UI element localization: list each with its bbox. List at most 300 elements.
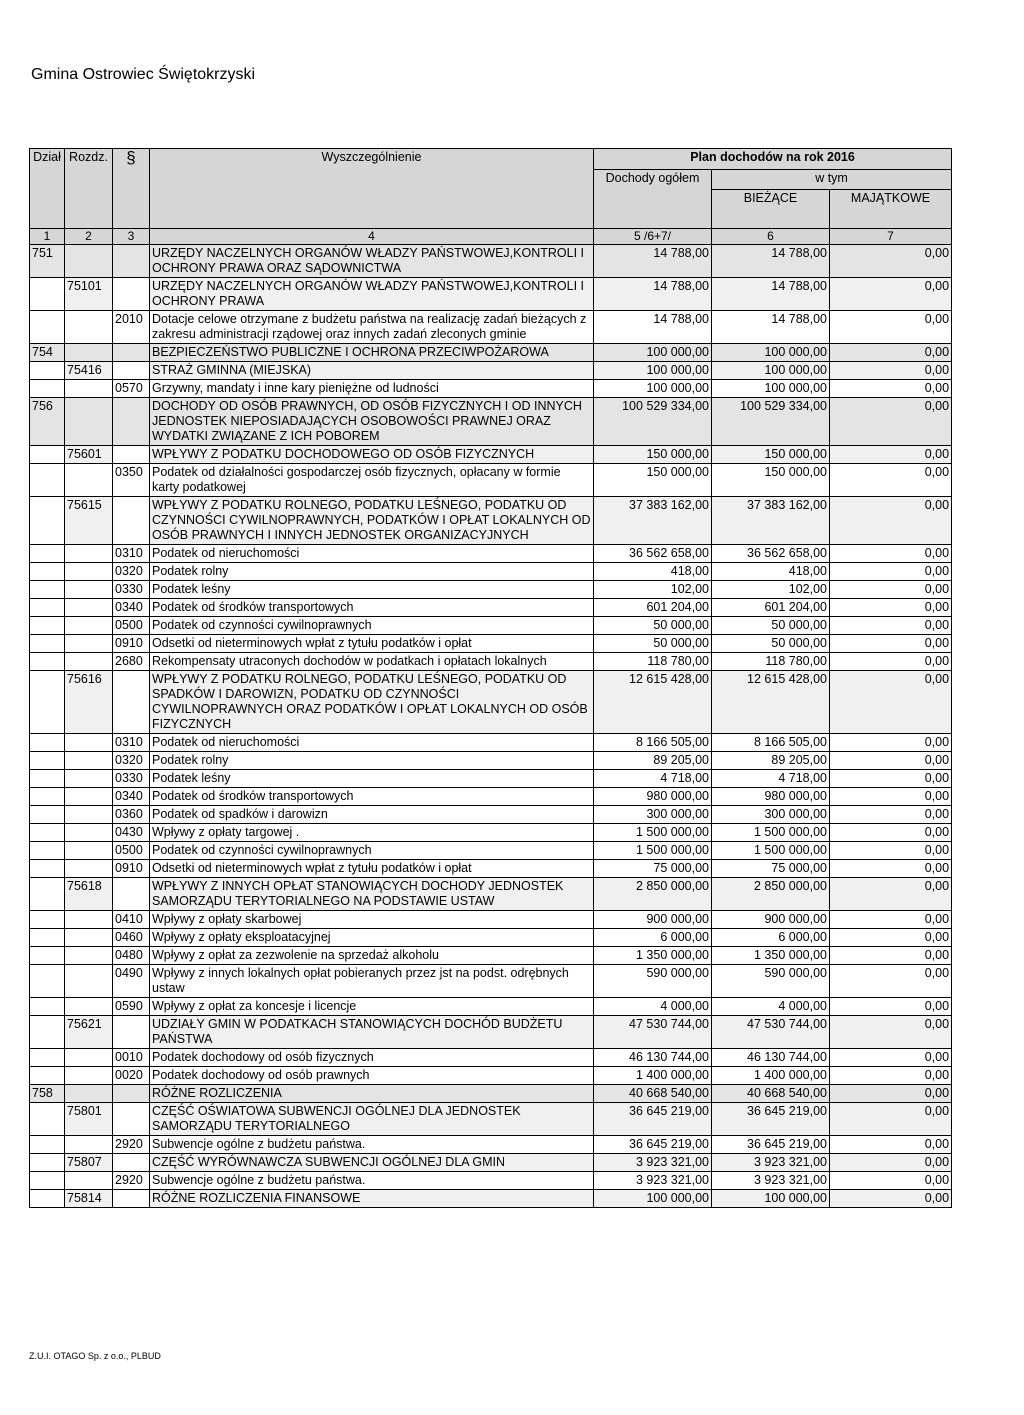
amount-current-cell: 590 000,00 [712,965,830,998]
paragraph-cell: 0480 [113,947,150,965]
rozdzial-cell [65,1136,113,1154]
amount-total-cell: 300 000,00 [594,806,712,824]
rozdzial-row [30,362,952,380]
dzial-cell [30,362,65,380]
paragraph-cell: 0310 [113,734,150,752]
amount-capital-cell: 0,00 [830,599,952,617]
description-cell: Podatek od działalności gospodarczej osób fizycznych, opłacany w formie karty podatkowej [150,464,594,497]
paragraph-cell [113,245,150,278]
rozdzial-cell [65,563,113,581]
amount-current-cell: 150 000,00 [712,446,830,464]
dzial-cell [30,998,65,1016]
paragraph-cell [113,362,150,380]
column-number: 7 [830,229,952,245]
amount-total-cell: 2 850 000,00 [594,878,712,911]
dzial-cell [30,1067,65,1085]
paragraph-cell: 0310 [113,545,150,563]
paragraph-cell: 0320 [113,563,150,581]
amount-total-cell: 36 645 219,00 [594,1103,712,1136]
amount-total-cell: 3 923 321,00 [594,1172,712,1190]
dzial-cell: 751 [30,245,65,278]
description-cell: Wpływy z opłaty skarbowej [150,911,594,929]
paragraph-row [30,1136,952,1154]
rozdzial-cell: 75615 [65,497,113,545]
amount-total-cell: 50 000,00 [594,617,712,635]
dzial-cell: 754 [30,344,65,362]
page-title: Gmina Ostrowiec Świętokrzyski [31,66,256,83]
description-cell: Odsetki od nieterminowych wpłat z tytułu podatków i opłat [150,635,594,653]
amount-capital-cell: 0,00 [830,497,952,545]
description-cell: URZĘDY NACZELNYCH ORGANÓW WŁADZY PAŃSTWOWEJ,KONTROLI I OCHRONY PRAWA ORAZ SĄDOWNICTWA [150,245,594,278]
amount-current-cell: 2 850 000,00 [712,878,830,911]
amount-total-cell: 100 529 334,00 [594,398,712,446]
paragraph-cell [113,446,150,464]
rozdzial-row [30,446,952,464]
paragraph-row [30,911,952,929]
rozdzial-cell [65,464,113,497]
amount-capital-cell: 0,00 [830,617,952,635]
amount-capital-cell: 0,00 [830,464,952,497]
dzial-cell [30,878,65,911]
description-cell: CZĘŚĆ WYRÓWNAWCZA SUBWENCJI OGÓLNEJ DLA GMIN [150,1154,594,1172]
paragraph-cell: 2010 [113,311,150,344]
rozdzial-row [30,1016,952,1049]
paragraph-row [30,860,952,878]
amount-current-cell: 3 923 321,00 [712,1154,830,1172]
paragraph-cell: 2920 [113,1136,150,1154]
paragraph-cell: 2680 [113,653,150,671]
amount-current-cell: 100 000,00 [712,1190,830,1208]
description-cell: Podatek dochodowy od osób prawnych [150,1067,594,1085]
amount-total-cell: 1 500 000,00 [594,842,712,860]
paragraph-row [30,1049,952,1067]
amount-total-cell: 4 718,00 [594,770,712,788]
description-cell: Podatek leśny [150,581,594,599]
rozdzial-cell [65,860,113,878]
dzial-row [30,245,952,278]
rozdzial-cell: 75618 [65,878,113,911]
amount-capital-cell: 0,00 [830,1049,952,1067]
amount-total-cell: 4 000,00 [594,998,712,1016]
dzial-cell [30,911,65,929]
dzial-cell [30,617,65,635]
amount-current-cell: 1 400 000,00 [712,1067,830,1085]
dzial-cell [30,860,65,878]
paragraph-row [30,965,952,998]
dzial-cell [30,1172,65,1190]
amount-current-cell: 75 000,00 [712,860,830,878]
amount-current-cell: 14 788,00 [712,311,830,344]
dzial-cell [30,929,65,947]
amount-current-cell: 3 923 321,00 [712,1172,830,1190]
budget-table [29,148,952,1208]
paragraph-cell [113,344,150,362]
amount-total-cell: 900 000,00 [594,911,712,929]
rozdzial-cell [65,245,113,278]
rozdzial-cell [65,1067,113,1085]
rozdzial-cell [65,788,113,806]
footer-software-credit: Z.U.I. OTAGO Sp. z o.o., PLBUD [29,1351,161,1361]
rozdzial-row [30,1190,952,1208]
dzial-cell [30,965,65,998]
amount-total-cell: 89 205,00 [594,752,712,770]
amount-current-cell: 150 000,00 [712,464,830,497]
paragraph-row [30,788,952,806]
amount-capital-cell: 0,00 [830,344,952,362]
description-cell: RÓŻNE ROZLICZENIA FINANSOWE [150,1190,594,1208]
amount-current-cell: 89 205,00 [712,752,830,770]
description-cell: BEZPIECZEŃSTWO PUBLICZNE I OCHRONA PRZECIWPOŻAROWA [150,344,594,362]
amount-capital-cell: 0,00 [830,1067,952,1085]
amount-capital-cell: 0,00 [830,965,952,998]
dzial-cell [30,824,65,842]
rozdzial-cell [65,929,113,947]
amount-capital-cell: 0,00 [830,1136,952,1154]
paragraph-cell: 0910 [113,635,150,653]
amount-capital-cell: 0,00 [830,581,952,599]
paragraph-row [30,599,952,617]
rozdzial-cell: 75807 [65,1154,113,1172]
rozdzial-cell [65,824,113,842]
rozdzial-row [30,671,952,734]
amount-total-cell: 50 000,00 [594,635,712,653]
paragraph-row [30,311,952,344]
amount-total-cell: 46 130 744,00 [594,1049,712,1067]
paragraph-row [30,824,952,842]
dzial-cell [30,1016,65,1049]
amount-current-cell: 40 668 540,00 [712,1085,830,1103]
dzial-cell [30,671,65,734]
dzial-cell [30,446,65,464]
description-cell: Subwencje ogólne z budżetu państwa. [150,1172,594,1190]
description-cell: UDZIAŁY GMIN W PODATKACH STANOWIĄCYCH DOCHÓD BUDŻETU PAŃSTWA [150,1016,594,1049]
rozdzial-cell: 75601 [65,446,113,464]
amount-current-cell: 12 615 428,00 [712,671,830,734]
paragraph-cell [113,1085,150,1103]
column-number: 4 [150,229,594,245]
description-cell: Podatek leśny [150,770,594,788]
amount-total-cell: 1 400 000,00 [594,1067,712,1085]
paragraph-cell: 0410 [113,911,150,929]
description-cell: Podatek od nieruchomości [150,545,594,563]
amount-current-cell: 418,00 [712,563,830,581]
amount-total-cell: 47 530 744,00 [594,1016,712,1049]
dzial-cell [30,278,65,311]
paragraph-cell: 0490 [113,965,150,998]
amount-total-cell: 1 500 000,00 [594,824,712,842]
amount-capital-cell: 0,00 [830,806,952,824]
amount-capital-cell: 0,00 [830,860,952,878]
rozdzial-cell [65,344,113,362]
amount-current-cell: 1 350 000,00 [712,947,830,965]
rozdzial-cell [65,947,113,965]
paragraph-cell: 0500 [113,842,150,860]
rozdzial-cell [65,770,113,788]
amount-capital-cell: 0,00 [830,380,952,398]
paragraph-cell: 2920 [113,1172,150,1190]
paragraph-row [30,806,952,824]
amount-capital-cell: 0,00 [830,545,952,563]
amount-current-cell: 100 000,00 [712,344,830,362]
amount-current-cell: 14 788,00 [712,245,830,278]
dzial-cell [30,1190,65,1208]
paragraph-cell: 0330 [113,581,150,599]
paragraph-cell [113,878,150,911]
col-ogolem-header: Dochody ogółem [594,170,712,229]
description-cell: Rekompensaty utraconych dochodów w podatkach i opłatach lokalnych [150,653,594,671]
amount-capital-cell: 0,00 [830,878,952,911]
amount-capital-cell: 0,00 [830,947,952,965]
amount-current-cell: 980 000,00 [712,788,830,806]
column-number: 1 [30,229,65,245]
description-cell: RÓŻNE ROZLICZENIA [150,1085,594,1103]
col-majatkowe-header: MAJĄTKOWE [830,190,952,229]
dzial-cell [30,1103,65,1136]
paragraph-cell: 0350 [113,464,150,497]
column-number: 5 /6+7/ [594,229,712,245]
description-cell: WPŁYWY Z PODATKU DOCHODOWEGO OD OSÓB FIZYCZNYCH [150,446,594,464]
paragraph-row [30,929,952,947]
amount-capital-cell: 0,00 [830,824,952,842]
description-cell: Dotacje celowe otrzymane z budżetu państwa na realizację zadań bieżących z zakresu administracji rządowej oraz innych zadań zleconych gminie [150,311,594,344]
amount-total-cell: 590 000,00 [594,965,712,998]
dzial-cell [30,599,65,617]
paragraph-row [30,770,952,788]
paragraph-cell: 0340 [113,599,150,617]
description-cell: DOCHODY OD OSÓB PRAWNYCH, OD OSÓB FIZYCZNYCH I OD INNYCH JEDNOSTEK NIEPOSIADAJĄCYCH OSOBOWOŚCI PRAWNEJ ORAZ WYDATKI ZWIĄZANE Z ICH POBOREM [150,398,594,446]
dzial-cell [30,788,65,806]
description-cell: Wpływy z opłaty targowej . [150,824,594,842]
description-cell: CZĘŚĆ OŚWIATOWA SUBWENCJI OGÓLNEJ DLA JEDNOSTEK SAMORZĄDU TERYTORIALNEGO [150,1103,594,1136]
dzial-cell [30,734,65,752]
paragraph-cell [113,1154,150,1172]
plan-header: Plan dochodów na rok 2016 [594,149,952,170]
rozdzial-row [30,878,952,911]
paragraph-row [30,998,952,1016]
rozdzial-cell [65,965,113,998]
paragraph-cell: 0340 [113,788,150,806]
paragraph-row [30,1067,952,1085]
rozdzial-cell [65,398,113,446]
paragraph-row [30,617,952,635]
description-cell: Wpływy z innych lokalnych opłat pobieranych przez jst na podst. odrębnych ustaw [150,965,594,998]
rozdzial-cell: 75416 [65,362,113,380]
amount-total-cell: 14 788,00 [594,278,712,311]
amount-total-cell: 36 645 219,00 [594,1136,712,1154]
amount-current-cell: 300 000,00 [712,806,830,824]
amount-capital-cell: 0,00 [830,278,952,311]
paragraph-row [30,635,952,653]
paragraph-cell: 0460 [113,929,150,947]
description-cell: Odsetki od nieterminowych wpłat z tytułu podatków i opłat [150,860,594,878]
amount-current-cell: 601 204,00 [712,599,830,617]
amount-capital-cell: 0,00 [830,1190,952,1208]
amount-capital-cell: 0,00 [830,911,952,929]
dzial-cell [30,842,65,860]
paragraph-row [30,752,952,770]
dzial-row [30,398,952,446]
dzial-cell [30,497,65,545]
paragraph-cell: 0910 [113,860,150,878]
col-wtym-header: w tym [712,170,952,190]
amount-total-cell: 118 780,00 [594,653,712,671]
dzial-cell [30,1049,65,1067]
rozdzial-cell [65,806,113,824]
description-cell: Wpływy z opłaty eksploatacyjnej [150,929,594,947]
amount-total-cell: 14 788,00 [594,245,712,278]
description-cell: STRAŻ GMINNA (MIEJSKA) [150,362,594,380]
description-cell: Podatek od środków transportowych [150,788,594,806]
paragraph-cell [113,398,150,446]
paragraph-cell: 0590 [113,998,150,1016]
amount-current-cell: 100 529 334,00 [712,398,830,446]
amount-capital-cell: 0,00 [830,398,952,446]
dzial-cell [30,581,65,599]
amount-current-cell: 50 000,00 [712,617,830,635]
rozdzial-row [30,278,952,311]
dzial-cell [30,380,65,398]
amount-current-cell: 102,00 [712,581,830,599]
amount-capital-cell: 0,00 [830,770,952,788]
paragraph-row [30,842,952,860]
rozdzial-cell: 75616 [65,671,113,734]
description-cell: Subwencje ogólne z budżetu państwa. [150,1136,594,1154]
amount-current-cell: 100 000,00 [712,380,830,398]
amount-current-cell: 900 000,00 [712,911,830,929]
amount-capital-cell: 0,00 [830,788,952,806]
rozdzial-row [30,1154,952,1172]
paragraph-row [30,464,952,497]
rozdzial-cell [65,734,113,752]
amount-total-cell: 102,00 [594,581,712,599]
amount-capital-cell: 0,00 [830,362,952,380]
amount-total-cell: 100 000,00 [594,1190,712,1208]
description-cell: Wpływy z opłat za koncesje i licencje [150,998,594,1016]
rozdzial-row [30,497,952,545]
amount-current-cell: 36 562 658,00 [712,545,830,563]
amount-current-cell: 47 530 744,00 [712,1016,830,1049]
amount-current-cell: 50 000,00 [712,635,830,653]
rozdzial-cell [65,599,113,617]
description-cell: Podatek rolny [150,563,594,581]
dzial-cell: 758 [30,1085,65,1103]
paragraph-row [30,563,952,581]
amount-capital-cell: 0,00 [830,752,952,770]
paragraph-cell [113,1190,150,1208]
amount-current-cell: 6 000,00 [712,929,830,947]
description-cell: WPŁYWY Z PODATKU ROLNEGO, PODATKU LEŚNEGO, PODATKU OD CZYNNOŚCI CYWILNOPRAWNYCH, PODATKÓW I OPŁAT LOKALNYCH OD OSÓB PRAWNYCH I INNYCH JEDNOSTEK ORGANIZACYJNYCH [150,497,594,545]
description-cell: WPŁYWY Z PODATKU ROLNEGO, PODATKU LEŚNEGO, PODATKU OD SPADKÓW I DAROWIZN, PODATKU OD CZYNNOŚCI CYWILNOPRAWNYCH ORAZ PODATKÓW I OPŁAT LOKALNYCH OD OSÓB FIZYCZNYCH [150,671,594,734]
description-cell: Podatek rolny [150,752,594,770]
rozdzial-cell [65,635,113,653]
amount-total-cell: 8 166 505,00 [594,734,712,752]
amount-current-cell: 100 000,00 [712,362,830,380]
paragraph-cell [113,278,150,311]
amount-capital-cell: 0,00 [830,1016,952,1049]
paragraph-row [30,734,952,752]
dzial-cell [30,1154,65,1172]
paragraph-row [30,581,952,599]
rozdzial-cell [65,1049,113,1067]
amount-current-cell: 46 130 744,00 [712,1049,830,1067]
paragraph-row [30,653,952,671]
amount-capital-cell: 0,00 [830,842,952,860]
paragraph-row [30,380,952,398]
amount-capital-cell: 0,00 [830,671,952,734]
description-cell: WPŁYWY Z INNYCH OPŁAT STANOWIĄCYCH DOCHODY JEDNOSTEK SAMORZĄDU TERYTORIALNEGO NA PODSTAWIE USTAW [150,878,594,911]
paragraph-row [30,545,952,563]
column-number: 3 [113,229,150,245]
paragraph-cell: 0010 [113,1049,150,1067]
amount-capital-cell: 0,00 [830,311,952,344]
description-cell: Podatek od czynności cywilnoprawnych [150,617,594,635]
amount-current-cell: 118 780,00 [712,653,830,671]
rozdzial-cell [65,617,113,635]
amount-total-cell: 100 000,00 [594,362,712,380]
amount-total-cell: 37 383 162,00 [594,497,712,545]
amount-capital-cell: 0,00 [830,734,952,752]
amount-total-cell: 36 562 658,00 [594,545,712,563]
amount-total-cell: 601 204,00 [594,599,712,617]
amount-current-cell: 37 383 162,00 [712,497,830,545]
amount-current-cell: 4 718,00 [712,770,830,788]
amount-total-cell: 100 000,00 [594,380,712,398]
dzial-cell [30,947,65,965]
rozdzial-cell [65,752,113,770]
amount-current-cell: 1 500 000,00 [712,824,830,842]
col-paragraph-header: § [113,149,150,229]
dzial-cell [30,635,65,653]
amount-capital-cell: 0,00 [830,245,952,278]
paragraph-row [30,947,952,965]
dzial-cell [30,806,65,824]
amount-capital-cell: 0,00 [830,446,952,464]
amount-total-cell: 418,00 [594,563,712,581]
amount-total-cell: 1 350 000,00 [594,947,712,965]
column-number-row [30,229,952,245]
amount-capital-cell: 0,00 [830,998,952,1016]
rozdzial-cell [65,311,113,344]
paragraph-cell: 0330 [113,770,150,788]
rozdzial-row [30,1103,952,1136]
dzial-cell [30,464,65,497]
amount-total-cell: 40 668 540,00 [594,1085,712,1103]
amount-current-cell: 4 000,00 [712,998,830,1016]
amount-total-cell: 100 000,00 [594,344,712,362]
description-cell: URZĘDY NACZELNYCH ORGANÓW WŁADZY PAŃSTWOWEJ,KONTROLI I OCHRONY PRAWA [150,278,594,311]
amount-total-cell: 150 000,00 [594,464,712,497]
paragraph-cell [113,1016,150,1049]
rozdzial-cell: 75101 [65,278,113,311]
rozdzial-cell: 75801 [65,1103,113,1136]
budget-table-body [30,245,952,1208]
dzial-cell [30,770,65,788]
rozdzial-cell [65,545,113,563]
rozdzial-cell [65,842,113,860]
dzial-cell [30,752,65,770]
col-description-header: Wyszczególnienie [150,149,594,229]
amount-capital-cell: 0,00 [830,1085,952,1103]
col-dzial-header: Dział [30,149,65,229]
amount-total-cell: 6 000,00 [594,929,712,947]
amount-current-cell: 36 645 219,00 [712,1103,830,1136]
column-number: 2 [65,229,113,245]
rozdzial-cell [65,581,113,599]
paragraph-cell [113,1103,150,1136]
amount-current-cell: 36 645 219,00 [712,1136,830,1154]
amount-capital-cell: 0,00 [830,1172,952,1190]
description-cell: Podatek od czynności cywilnoprawnych [150,842,594,860]
